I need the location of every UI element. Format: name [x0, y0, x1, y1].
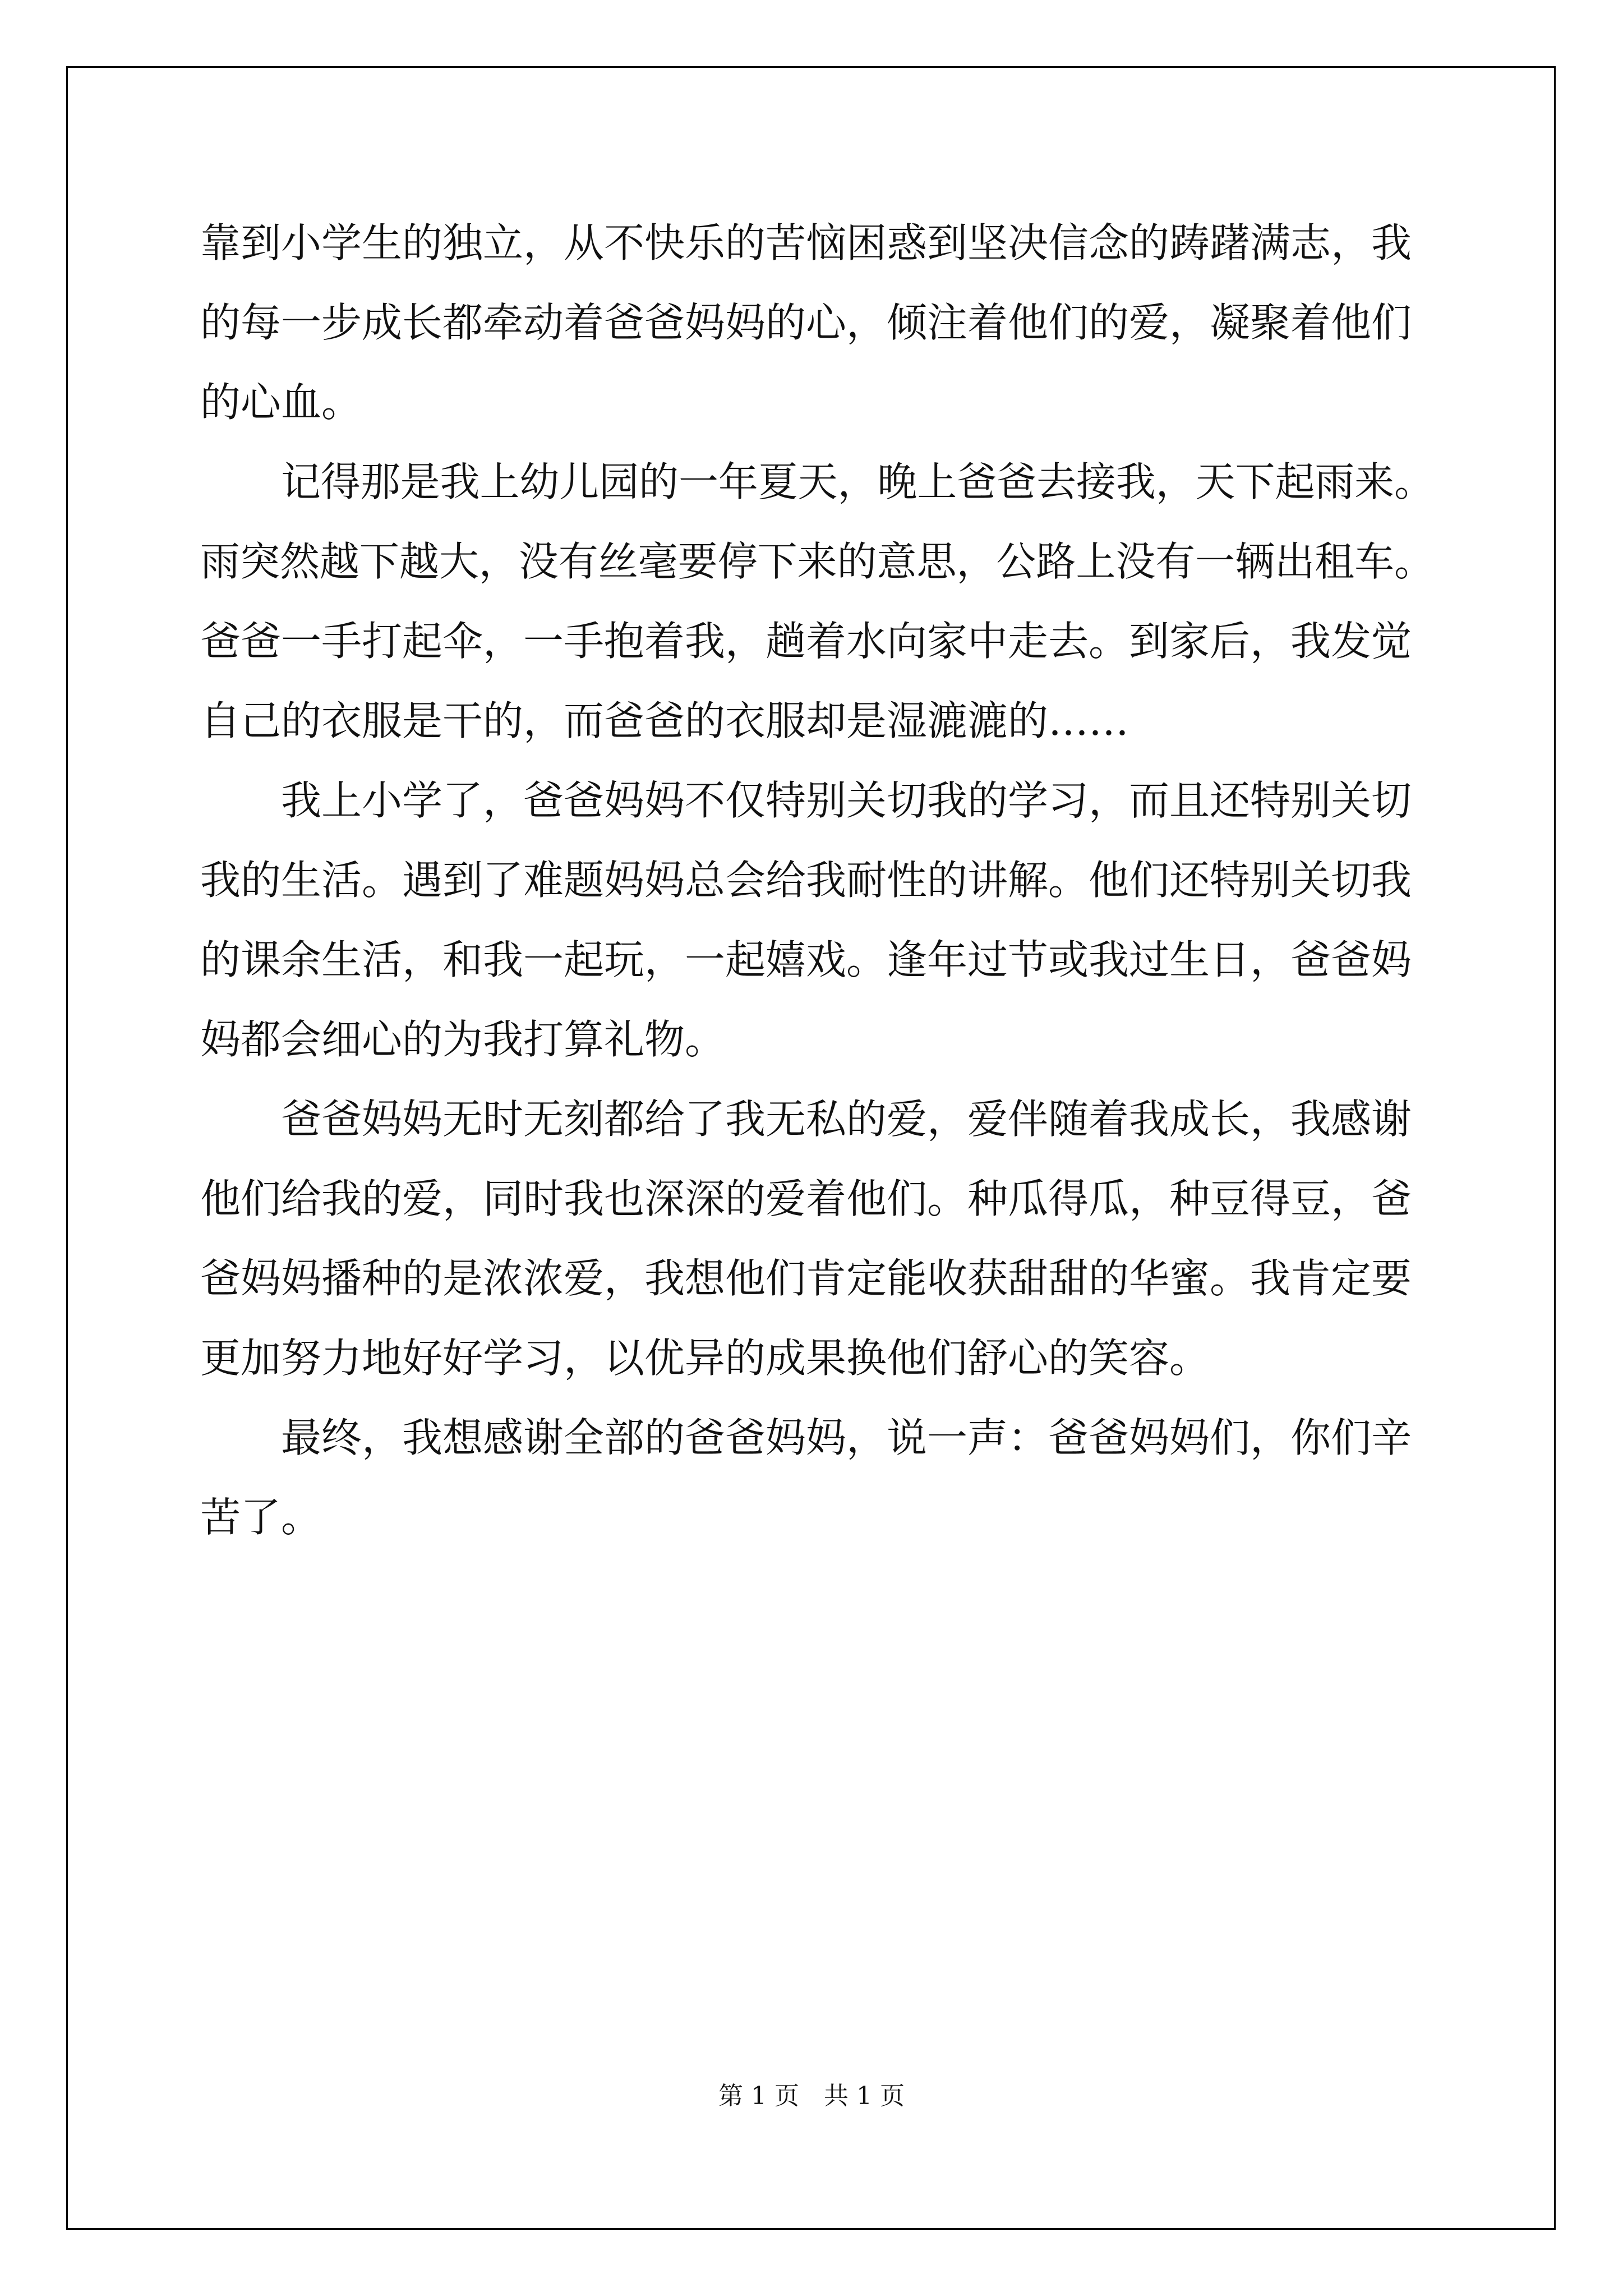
- text-line: 妈都会细心的为我打算礼物。: [200, 1016, 726, 1063]
- page-number-footer: 第 1 页 共 1 页: [718, 2082, 905, 2110]
- text-line: 爸爸妈妈无时无刻都给了我无私的爱，爱伴随着我成长，我感谢: [281, 1096, 1412, 1143]
- text-line: 的心血。: [200, 379, 362, 426]
- text-line: 的课余生活，和我一起玩，一起嬉戏。逢年过节或我过生日，爸爸妈: [200, 936, 1412, 983]
- text-line: 我的生活。遇到了难题妈妈总会给我耐性的讲解。他们还特别关切我: [200, 857, 1412, 904]
- text-line: 爸妈妈播种的是浓浓爱，我想他们肯定能收获甜甜的华蜜。我肯定要: [200, 1255, 1412, 1302]
- text-line: 苦了。: [200, 1494, 322, 1541]
- text-line: 记得那是我上幼儿园的一年夏天，晚上爸爸去接我，天下起雨来。: [281, 458, 1435, 505]
- text-line: 他们给我的爱，同时我也深深的爱着他们。种瓜得瓜，种豆得豆，爸: [200, 1175, 1412, 1222]
- text-line: 的每一步成长都牵动着爸爸妈妈的心，倾注着他们的爱，凝聚着他们: [200, 299, 1412, 346]
- text-line: 靠到小学生的独立，从不快乐的苦恼困惑到坚决信念的踌躇满志，我: [200, 219, 1412, 266]
- text-line: 雨突然越下越大，没有丝毫要停下来的意思，公路上没有一辆出租车。: [200, 538, 1435, 585]
- text-line: 自己的衣服是干的，而爸爸的衣服却是湿漉漉的……: [200, 697, 1129, 744]
- text-line: 爸爸一手打起伞，一手抱着我，趟着水向家中走去。到家后，我发觉: [200, 618, 1412, 665]
- text-line: 我上小学了，爸爸妈妈不仅特别关切我的学习，而且还特别关切: [281, 777, 1412, 824]
- text-line: 最终，我想感谢全部的爸爸妈妈，说一声：爸爸妈妈们，你们辛: [281, 1414, 1412, 1461]
- text-line: 更加努力地好好学习，以优异的成果换他们舒心的笑容。: [200, 1335, 1210, 1382]
